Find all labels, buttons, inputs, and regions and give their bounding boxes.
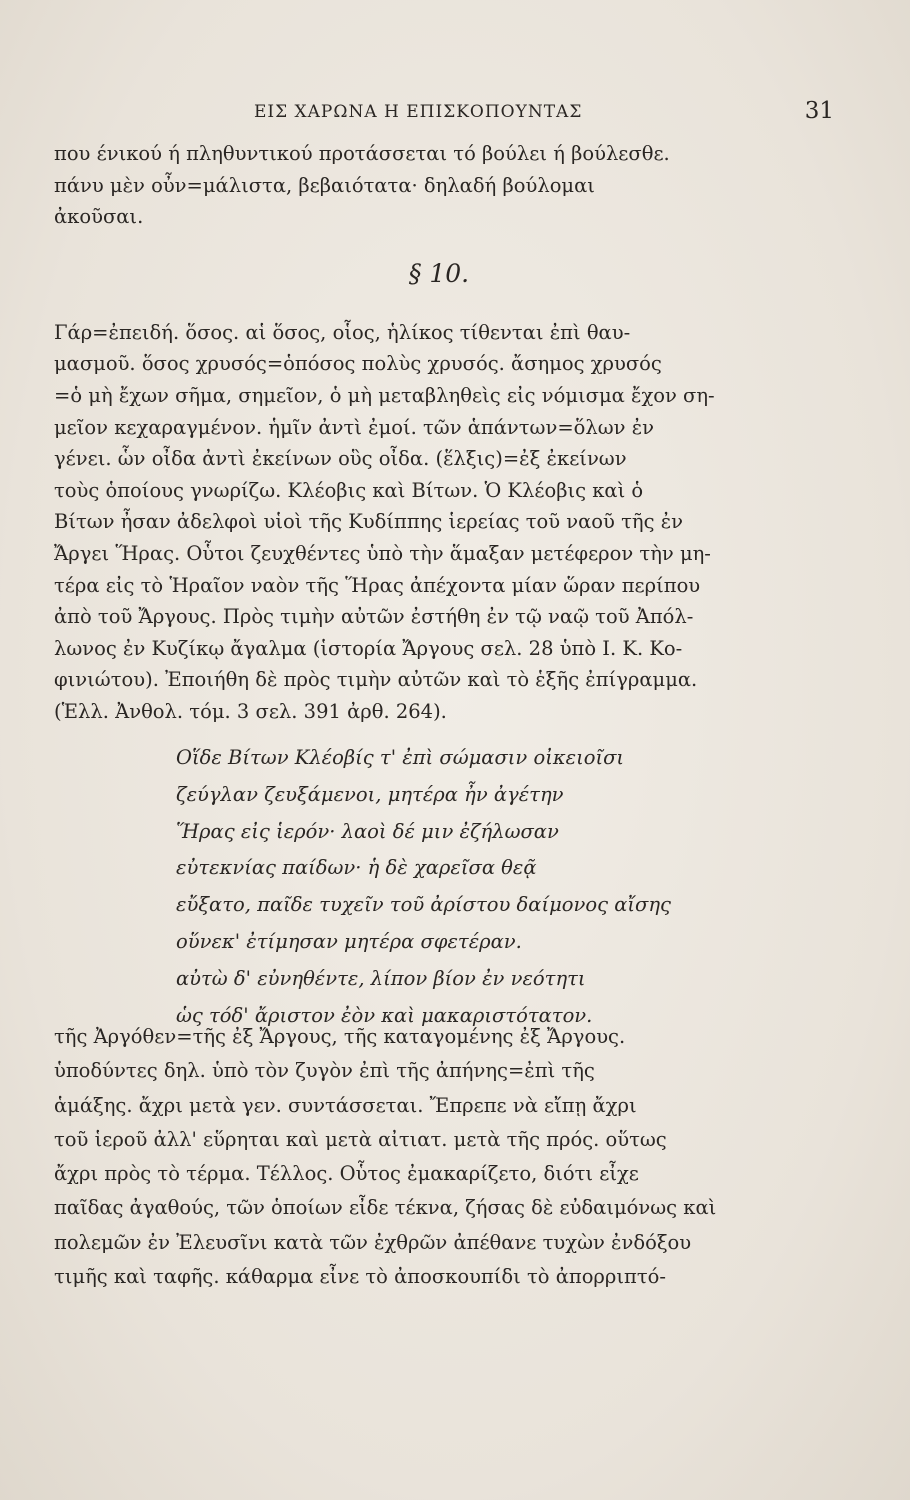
text-line: λωνος ἐν Κυζίκῳ ἄγαλμα (ἱστορία Ἄργους σελ. 28 ὑπὸ Ι. Κ. Κο- (54, 636, 683, 660)
text-line: τέρα εἰς τὸ Ἡραῖον ναὸν τῆς Ἥρας ἀπέχοντα μίαν ὥραν περίπου (54, 573, 701, 597)
text-line: που ένικού ή πληθυντικού προτάσσεται τό βούλει ή βούλεσθε. (54, 142, 670, 165)
poem-line: ζεύγλαν ζευξάμενοι, μητέρα ἦν ἀγέτην (176, 782, 564, 806)
poem-line: Ἥρας εἰς ἱερόν· λαοὶ δέ μιν ἐζήλωσαν (176, 819, 559, 843)
poem-line: οὕνεκ' ἐτίμησαν μητέρα σφετέραν. (176, 929, 522, 953)
text-line: φινιώτου). Ἐποιήθη δὲ πρὸς τιμὴν αὐτῶν καὶ τὸ ἑξῆς ἐπίγραμμα. (54, 668, 698, 692)
commentary-text-continued (54, 1020, 824, 1294)
text-line: μεῖον κεχαραγμένον. ἡμῖν ἀντὶ ἐμοί. τῶν ἁπάντων=ὅλων ἐν (54, 415, 655, 439)
text-line: γένει. ὧν οἶδα ἀντὶ ἐκείνων οὓς οἶδα. (ἕλξις)=ἐξ ἐκείνων (54, 447, 627, 471)
epigram-poem (176, 740, 736, 1034)
poem-line: εὐτεκνίας παίδων· ἡ δὲ χαρεῖσα θεᾷ (176, 856, 537, 880)
text-line: μασμοῦ. ὅσος χρυσός=ὁπόσος πολὺς χρυσός. ἄσημος χρυσός (54, 352, 662, 376)
text-line: ἀκοῦσαι. (54, 205, 144, 229)
text-line: ἀπὸ τοῦ Ἄργους. Πρὸς τιμὴν αὐτῶν ἐστήθη ἐν τῷ ναῷ τοῦ Ἀπόλ- (54, 605, 694, 629)
text-line: τοῦ ἱεροῦ ἀλλ' εὕρηται καὶ μετὰ αἰτιατ. μετὰ τῆς πρός. οὕτως (54, 1127, 667, 1151)
poem-line: αὐτὼ δ' εὐνηθέντε, λίπον βίον ἐν νεότητι (176, 966, 586, 990)
page-header (54, 98, 834, 130)
text-line: =ὁ μὴ ἔχων σῆμα, σημεῖον, ὁ μὴ μεταβληθεὶς εἰς νόμισμα ἔχον ση- (54, 383, 715, 407)
text-line: πάνυ μὲν οὖν=μάλιστα, βεβαιότατα· δηλαδή βούλομαι (54, 173, 595, 197)
text-line: παῖδας ἀγαθούς, τῶν ὁποίων εἶδε τέκνα, ζήσας δὲ εὐδαιμόνως καὶ (54, 1196, 717, 1220)
text-line: ἄχρι πρὸς τὸ τέρμα. Τέλλος. Οὗτος ἐμακαρίζετο, διότι εἶχε (54, 1162, 639, 1186)
text-line: τῆς Ἀργόθεν=τῆς ἐξ Ἄργους, τῆς καταγομένης ἐξ Ἄργους. (54, 1025, 626, 1048)
running-head: ΕΙΣ ΧΑΡΩΝΑ Η ΕΠΙΣΚΟΠΟΥΝΤΑΣ (254, 102, 583, 122)
text-line: ὑποδύντες δηλ. ὑπὸ τὸν ζυγὸν ἐπὶ τῆς ἀπήνης=ἐπὶ τῆς (54, 1059, 595, 1083)
commentary-text (54, 138, 824, 728)
section-heading: § 10. (408, 258, 470, 288)
text-line: Ἄργει Ἥρας. Οὗτοι ζευχθέντες ὑπὸ τὴν ἅμαξαν μετέφερον τὴν μη- (54, 541, 711, 565)
text-line: ἁμάξης. ἄχρι μετὰ γεν. συντάσσεται. Ἔπρεπε νὰ εἴπῃ ἄχρι (54, 1093, 637, 1117)
text-line: πολεμῶν ἐν Ἐλευσῖνι κατὰ τῶν ἐχθρῶν ἀπέθανε τυχὼν ἐνδόξου (54, 1230, 692, 1254)
poem-line: Οἵδε Βίτων Κλέοβίς τ' ἐπὶ σώμασιν οἰκειοῖσι (176, 746, 625, 769)
page-number: 31 (804, 98, 834, 124)
text-line: Βίτων ἦσαν ἀδελφοὶ υἱοὶ τῆς Κυδίππης ἱερείας τοῦ ναοῦ τῆς ἐν (54, 510, 684, 534)
text-line: Γάρ=ἐπειδή. ὅσος. αἱ ὅσος, οἷος, ἡλίκος τίθενται ἐπὶ θαυ- (54, 320, 631, 344)
poem-line: ὡς τόδ' ἄριστον ἐὸν καὶ μακαριστότατον. (176, 1003, 593, 1027)
text-line: τοὺς ὁποίους γνωρίζω. Κλέοβις καὶ Βίτων. Ὁ Κλέοβις καὶ ὁ (54, 478, 644, 502)
text-line: (Ἑλλ. Ἀνθολ. τόμ. 3 σελ. 391 ἀρθ. 264). (54, 699, 447, 723)
poem-line: εὔξατο, παῖδε τυχεῖν τοῦ ἀρίστου δαίμονος αἴσης (176, 893, 671, 917)
text-line: τιμῆς καὶ ταφῆς. κάθαρμα εἶνε τὸ ἀποσκουπίδι τὸ ἀπορριπτό- (54, 1265, 666, 1289)
